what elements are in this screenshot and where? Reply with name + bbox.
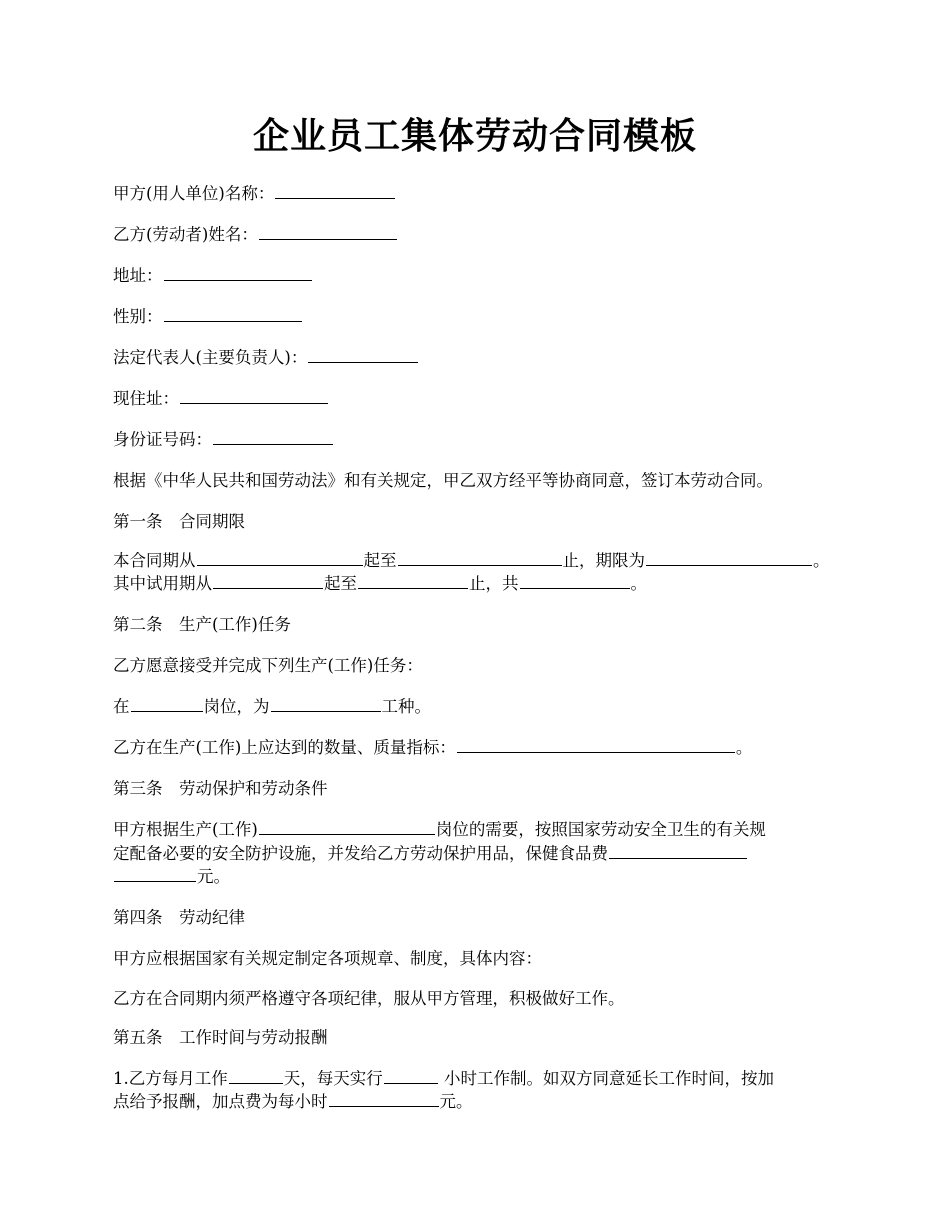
article-2-heading: 第二条 生产(工作)任务 — [113, 615, 291, 634]
art3-text-c: 定配备必要的安全防护设施，并发给乙方劳动保护用品，保健食品费 — [113, 844, 608, 863]
party-a-label: 甲方(用人单位)名称： — [113, 184, 275, 203]
probation-start-blank[interactable] — [213, 574, 323, 589]
art5-text-d: 点给予报酬，加点费为每小时 — [113, 1092, 328, 1111]
art5-text-c: 小时工作制。如双方同意延长工作时间，按加 — [438, 1069, 774, 1088]
art5-text-e: 元。 — [439, 1092, 473, 1111]
id-number-label: 身份证号码： — [113, 430, 212, 449]
gender-label: 性别： — [113, 307, 163, 326]
article-3-heading: 第三条 劳动保护和劳动条件 — [113, 779, 328, 798]
article-3-line-1 — [113, 819, 766, 841]
article-4-paragraph-2: 乙方在合同期内须严格遵守各项纪律，服从甲方管理，积极做好工作。 — [113, 989, 625, 1008]
work-days-blank[interactable] — [229, 1069, 283, 1084]
document-title: 企业员工集体劳动合同模板 — [252, 115, 697, 157]
art1-text-f: 起至 — [324, 574, 357, 593]
article-5-heading: 第五条 工作时间与劳动报酬 — [113, 1028, 328, 1047]
current-address-label: 现住址： — [113, 389, 179, 408]
article-2-paragraph-2 — [113, 696, 431, 718]
art2-text-b: 岗位，为 — [203, 697, 270, 716]
party-b-label: 乙方(劳动者)姓名： — [113, 225, 258, 244]
party-b-line — [113, 224, 398, 246]
position-blank[interactable] — [131, 697, 203, 712]
art2-text-c: 工种。 — [381, 697, 431, 716]
art2-text-d: 乙方在生产(工作)上应达到的数量、质量指标： — [113, 738, 456, 757]
art1-text-e: 其中试用期从 — [113, 574, 212, 593]
art1-text-g: 止，共 — [469, 574, 519, 593]
id-number-blank[interactable] — [213, 430, 333, 445]
contract-end-blank[interactable] — [398, 551, 562, 566]
article-2-paragraph-3 — [113, 737, 752, 759]
party-b-blank[interactable] — [259, 225, 397, 240]
current-address-blank[interactable] — [180, 389, 328, 404]
art5-text-b: 天，每天实行 — [283, 1069, 383, 1088]
art1-text-a: 本合同期从 — [113, 551, 196, 570]
article-5-line-1 — [113, 1068, 774, 1090]
article-4-paragraph-1: 甲方应根据国家有关规定制定各项规章、制度，具体内容： — [113, 949, 542, 968]
probation-end-blank[interactable] — [358, 574, 468, 589]
art2-text-a: 在 — [113, 697, 130, 716]
art1-text-h: 。 — [630, 574, 647, 593]
article-3-line-2 — [113, 843, 748, 865]
party-a-line — [113, 183, 396, 205]
art1-text-d: 。 — [813, 551, 830, 570]
contract-term-blank[interactable] — [646, 551, 812, 566]
job-type-blank[interactable] — [271, 697, 381, 712]
gender-line — [113, 306, 303, 328]
quota-blank[interactable] — [457, 738, 735, 753]
party-a-blank[interactable] — [275, 184, 395, 199]
article-2-paragraph-1: 乙方愿意接受并完成下列生产(工作)任务： — [113, 656, 423, 675]
art3-text-b: 岗位的需要，按照国家劳动安全卫生的有关规 — [435, 820, 766, 839]
address-line — [113, 265, 313, 287]
health-food-fee-blank[interactable] — [609, 844, 747, 859]
article-1-line-1 — [113, 550, 830, 572]
art3-text-a: 甲方根据生产(工作) — [113, 820, 258, 839]
article-5-line-2 — [113, 1091, 473, 1113]
article-4-heading: 第四条 劳动纪律 — [113, 908, 245, 927]
probation-term-blank[interactable] — [520, 574, 630, 589]
legal-rep-blank[interactable] — [308, 348, 418, 363]
address-label: 地址： — [113, 266, 163, 285]
gender-blank[interactable] — [164, 307, 302, 322]
id-number-line — [113, 429, 334, 451]
legal-rep-label: 法定代表人(主要负责人)： — [113, 348, 308, 367]
art1-text-c: 止，期限为 — [562, 551, 645, 570]
current-address-line — [113, 388, 329, 410]
address-blank[interactable] — [164, 266, 312, 281]
art5-text-a: 1.乙方每月工作 — [113, 1069, 228, 1088]
health-food-fee-blank-cont[interactable] — [114, 867, 196, 882]
article-3-line-3 — [113, 866, 230, 888]
overtime-rate-blank[interactable] — [329, 1092, 439, 1107]
article-1-heading: 第一条 合同期限 — [113, 512, 245, 531]
work-position-blank[interactable] — [259, 820, 435, 835]
legal-rep-line — [113, 347, 419, 369]
art1-text-b: 起至 — [363, 551, 397, 570]
article-1-line-2 — [113, 573, 647, 595]
art2-text-e: 。 — [735, 738, 753, 757]
contract-start-blank[interactable] — [197, 551, 363, 566]
intro-paragraph: 根据《中华人民共和国劳动法》和有关规定，甲乙双方经平等协商同意，签订本劳动合同。 — [113, 471, 773, 490]
art3-text-d: 元。 — [197, 867, 230, 886]
work-hours-blank[interactable] — [384, 1069, 438, 1084]
